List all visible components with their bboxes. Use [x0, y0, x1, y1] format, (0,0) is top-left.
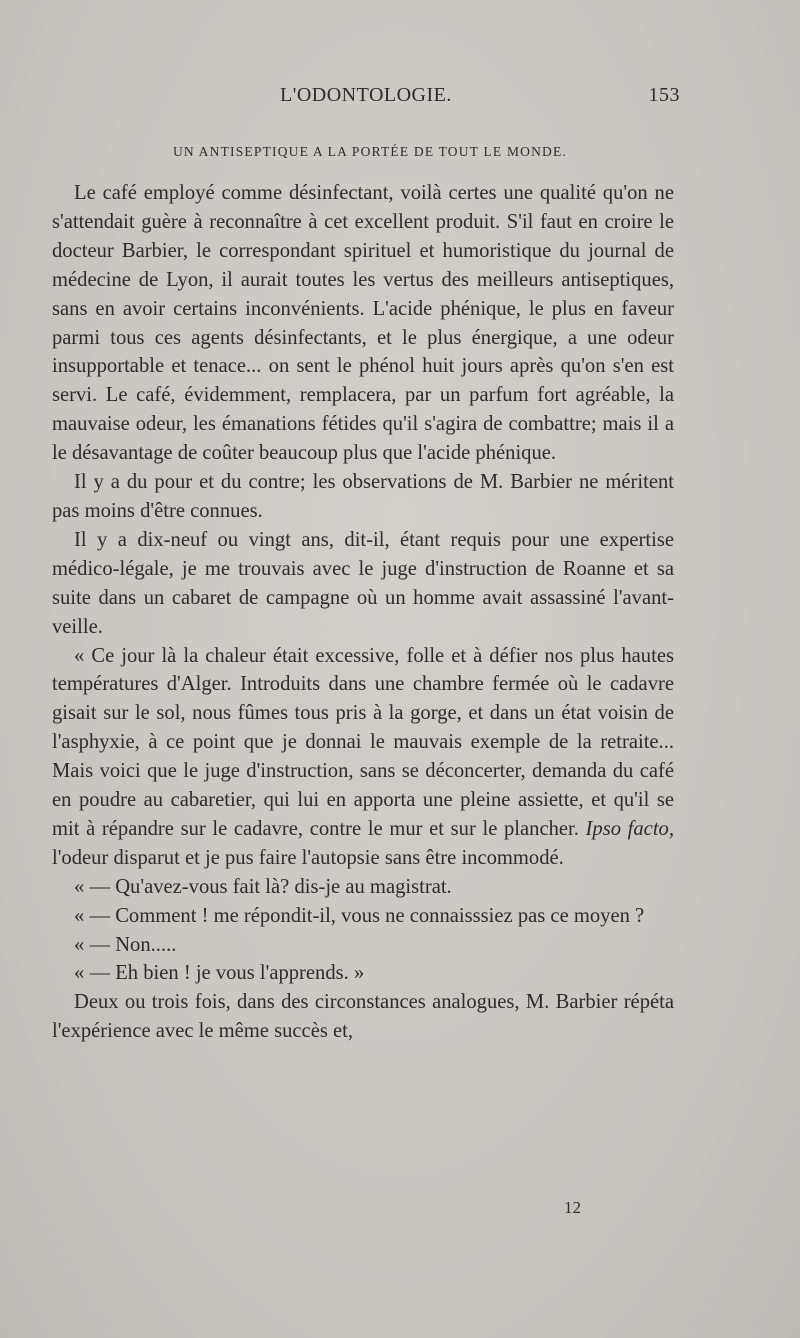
dialogue-line: « — Comment ! me répondit-il, vous ne connaisssiez pas ce moyen ?: [74, 904, 645, 927]
paragraph-text: « Ce jour là la chaleur était excessive, folle et à défier nos plus hautes températures d'Alger. Introduits dans une chambre fermée où le cadavre gisait sur le sol, nous fûmes tous pris à la gorge, et dans un état voisin de l'asphyxie, à ce point que je donnai le mauvais exemple de la retraite... Mais voici que le juge d'instruction, sans se déconcerter, demanda du café en poudre au cabaretier, qui lui en apporta une pleine assiette, et qu'il se mit à répandre sur le cadavre, contre le mur et sur le plancher.: [52, 644, 674, 840]
page-header: [60, 84, 680, 114]
italic-phrase: Ipso facto,: [585, 817, 674, 840]
paragraph: [52, 642, 674, 873]
signature-mark: 12: [564, 1198, 581, 1217]
paragraph: Le café employé comme désinfectant, voilà certes une qualité qu'on ne s'attendait guère à reconnaître à cet excellent produit. S'il faut en croire le docteur Barbier, le correspondant spirituel et humoristique du journal de médecine de Lyon, il aurait toutes les vertus des meilleurs antiseptiques, sans en avoir certains inconvénients. L'acide phénique, le plus en faveur parmi tous ces agents désinfectants, et le plus énergique, a une odeur insupportable et tenace... on sent le phénol huit jours après qu'on s'en est servi. Le café, évidemment, remplacera, par un parfum fort agréable, la mauvaise odeur, les émanations fétides qu'il s'agira de combattre; mais il a le désavantage de coûter beaucoup plus que l'acide phénique.: [52, 182, 674, 465]
running-title: L'ODONTOLOGIE.: [280, 84, 452, 106]
body-text: [52, 179, 674, 1046]
paragraph: Il y a dix-neuf ou vingt ans, dit-il, étant requis pour une expertise médico-légale, je me trouvais avec le juge d'instruction de Roanne et sa suite dans un cabaret de campagne où un homme avait assassiné l'avant-veille.: [52, 528, 674, 638]
dialogue-line: « — Non.....: [74, 933, 177, 956]
page-number: 153: [648, 84, 680, 106]
paragraph-text: l'odeur disparut et je pus faire l'autopsie sans être incommodé.: [52, 846, 564, 869]
dialogue-line: « — Qu'avez-vous fait là? dis-je au magistrat.: [74, 875, 452, 898]
article-title: UN ANTISEPTIQUE A LA PORTÉE DE TOUT LE MONDE.: [172, 144, 568, 159]
paragraph: Il y a du pour et du contre; les observations de M. Barbier ne méritent pas moins d'être connues.: [52, 471, 674, 522]
dialogue-line: « — Eh bien ! je vous l'apprends. »: [74, 962, 365, 985]
paragraph: Deux ou trois fois, dans des circonstances analogues, M. Barbier répéta l'expérience avec le même succès et,: [52, 991, 674, 1043]
